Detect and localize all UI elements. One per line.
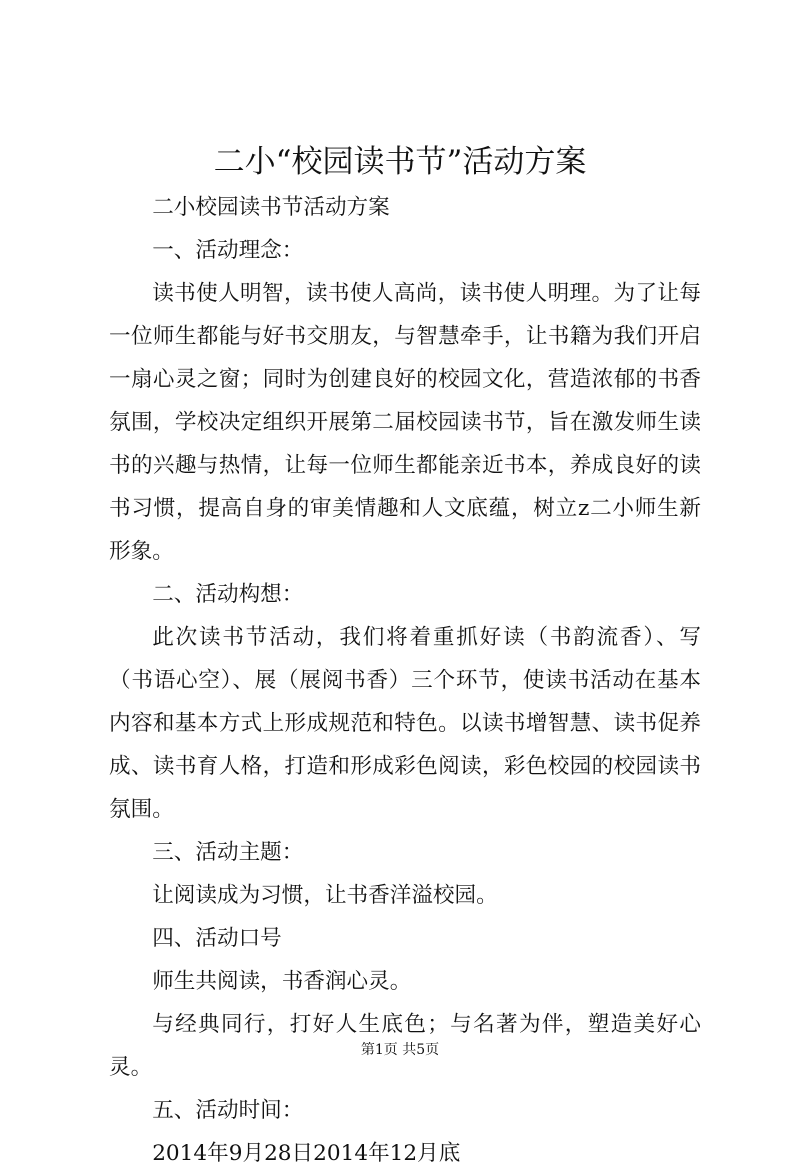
section-heading-idea: 二、活动构想： [152, 582, 304, 607]
document-title: 二小“校园读书节”活动方案 [213, 144, 587, 180]
subtitle-line: 二小校园读书节活动方案 [152, 195, 390, 220]
section-heading-concept: 一、活动理念： [152, 238, 304, 263]
slogan-line-1: 师生共阅读，书香润心灵。 [152, 969, 412, 994]
slogan-line-2: 与经典同行，打好人生底色；与名著为伴，塑造美好心灵。 [109, 1012, 701, 1080]
section-heading-slogan: 四、活动口号 [152, 926, 282, 951]
section-heading-theme: 三、活动主题： [152, 840, 304, 865]
paragraph-concept: 读书使人明智，读书使人高尚，读书使人明理。为了让每一位师生都能与好书交朋友，与智慧牵手，让书籍为我们开启一扇心灵之窗；同时为创建良好的校园文化，营造浓郁的书香氛围，学校决定组织开展第二届校园读书节，旨在激发师生读书的兴趣与热情，让每一位师生都能亲近书本，养成良好的读书习惯，提高自身的审美情趣和人文底蕴，树立z二小师生新形象。 [109, 281, 701, 564]
section-heading-time: 五、活动时间： [152, 1098, 304, 1123]
paragraph-theme: 让阅读成为习惯，让书香洋溢校园。 [152, 883, 498, 908]
page-footer: 第1页 共5页 [360, 1042, 440, 1058]
paragraph-time: 2014年9月28日2014年12月底 [152, 1141, 461, 1166]
paragraph-idea: 此次读书节活动，我们将着重抓好读（书韵流香）、写（书语心空）、展（展阅书香）三个环节，使读书活动在基本内容和基本方式上形成规范和特色。以读书增智慧、读书促养成、读书育人格，打造和形成彩色阅读，彩色校园的校园读书氛围。 [109, 625, 701, 822]
document-body [109, 186, 701, 1175]
